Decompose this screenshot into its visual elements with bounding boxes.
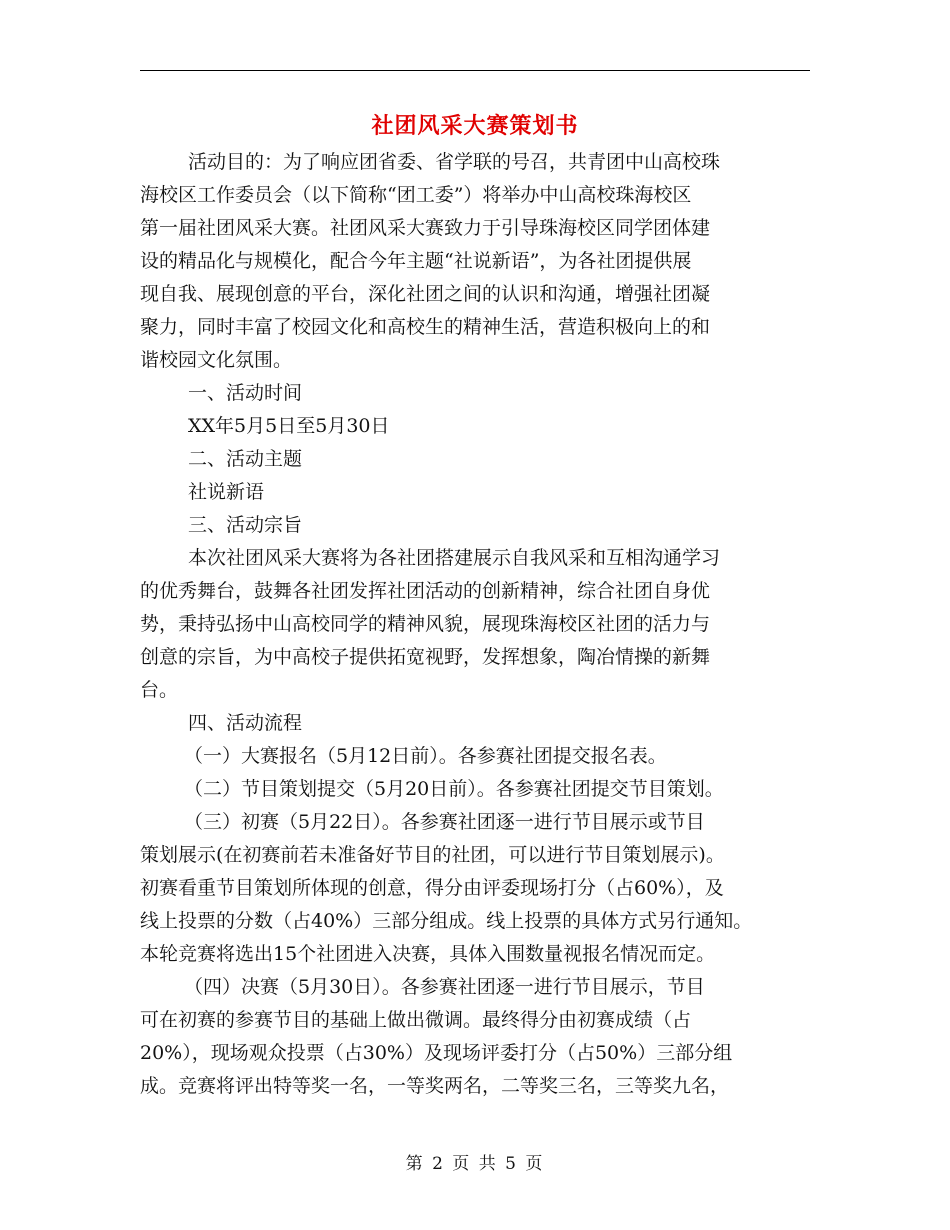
paragraph-line: 活动目的：为了响应团省委、省学联的号召，共青团中山高校珠 [188, 151, 721, 173]
paragraph-line: 谐校园文化氛围。 [140, 349, 293, 371]
paragraph-line: 海校区工作委员会（以下简称“团工委”）将举办中山高校珠海校区 [140, 184, 692, 206]
paragraph-line: XX年5月5日至5月30日 [188, 415, 390, 437]
paragraph-line: 现自我、展现创意的平台，深化社团之间的认识和沟通，增强社团凝 [140, 283, 711, 305]
paragraph-line: 初赛看重节目策划所体现的创意，得分由评委现场打分（占60%），及 [140, 877, 724, 899]
page-number-footer: 第 2 页 共 5 页 [405, 1154, 545, 1174]
section-heading: 三、活动宗旨 [188, 514, 303, 536]
paragraph-line: 台。 [140, 679, 179, 701]
document-body [140, 146, 810, 1103]
paragraph-line: 成。竞赛将评出特等奖一名，一等奖两名，二等奖三名，三等奖九名， [140, 1075, 730, 1097]
paragraph-line: （一）大赛报名（5月12日前）。各参赛社团提交报名表。 [184, 745, 667, 767]
paragraph-line: 设的精品化与规模化，配合今年主题“社说新语”，为各社团提供展 [140, 250, 692, 272]
paragraph-line: 线上投票的分数（占40%）三部分组成。线上投票的具体方式另行通知。 [140, 910, 753, 932]
paragraph-line: 创意的宗旨，为中高校子提供拓宽视野，发挥想象，陶冶情操的新舞 [140, 646, 711, 668]
paragraph-line: （四）决赛（5月30日）。各参赛社团逐一进行节目展示，节目 [184, 976, 705, 998]
section-heading: 一、活动时间 [188, 382, 303, 404]
paragraph-line: 的优秀舞台，鼓舞各社团发挥社团活动的创新精神，综合社团自身优 [140, 580, 711, 602]
section-heading: 四、活动流程 [188, 712, 303, 734]
document-title: 社团风采大赛策划书 [371, 113, 579, 139]
paragraph-line: （二）节目策划提交（5月20日前）。各参赛社团提交节目策划。 [184, 778, 724, 800]
paragraph-line: 势，秉持弘扬中山高校同学的精神风貌，展现珠海校区社团的活力与 [140, 613, 711, 635]
paragraph-line: 本次社团风采大赛将为各社团搭建展示自我风采和互相沟通学习 [188, 547, 721, 569]
paragraph-line: 策划展示(在初赛前若未准备好节目的社团，可以进行节目策划展示)。 [140, 844, 725, 866]
paragraph-line: （三）初赛（5月22日）。各参赛社团逐一进行节目展示或节目 [184, 811, 705, 833]
paragraph-line: 第一届社团风采大赛。社团风采大赛致力于引导珠海校区同学团体建 [140, 217, 711, 239]
header-rule [140, 70, 810, 71]
paragraph-line: 聚力，同时丰富了校园文化和高校生的精神生活，营造积极向上的和 [140, 316, 711, 338]
paragraph-line: 可在初赛的参赛节目的基础上做出微调。最终得分由初赛成绩（占 [140, 1009, 692, 1031]
paragraph-line: 社说新语 [188, 481, 265, 503]
paragraph-line: 本轮竞赛将选出15个社团进入决赛，具体入围数量视报名情况而定。 [140, 943, 716, 965]
section-heading: 二、活动主题 [188, 448, 303, 470]
paragraph-line: 20%），现场观众投票（占30%）及现场评委打分（占50%）三部分组 [140, 1042, 733, 1064]
